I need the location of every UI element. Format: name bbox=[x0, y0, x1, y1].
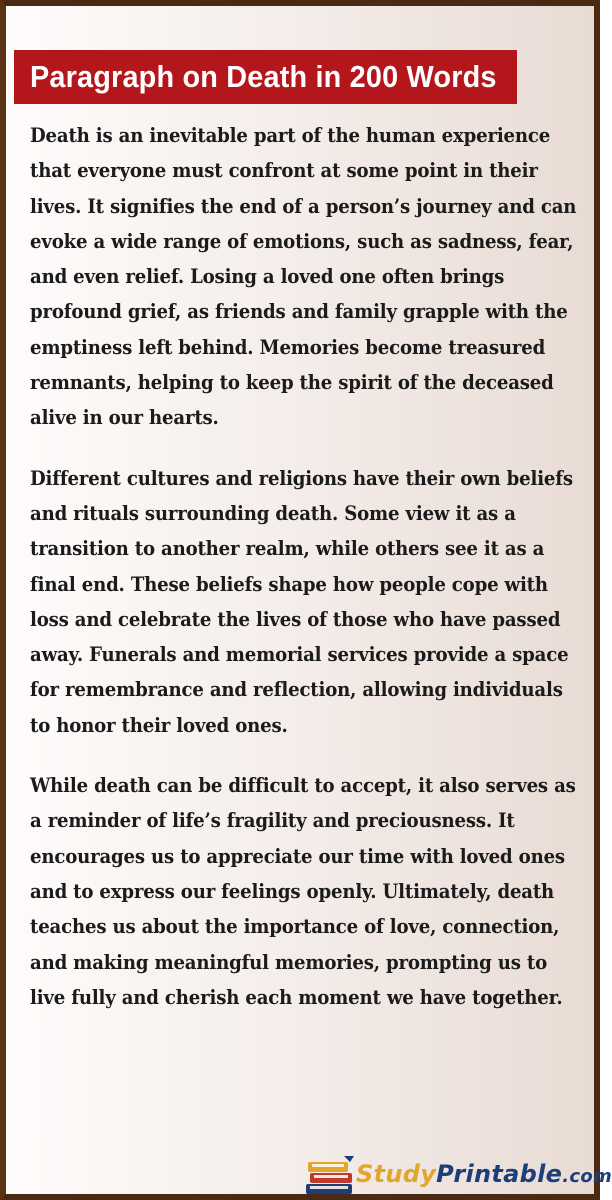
paragraph-3: While death can be difficult to accept, it also serves as a reminder of life’s fragility and preciousness. It encourages us to appreciate our time with loved ones and to express our feelings openly. Ultimately, death teaches us about the importance of love, connection, and making meaningful memories, prompting us to live fully and cherish each moment we have together. bbox=[30, 774, 576, 1009]
logo-wordmark bbox=[356, 1160, 612, 1188]
books-icon bbox=[304, 1154, 358, 1198]
studyprintable-logo[interactable] bbox=[300, 1152, 612, 1198]
page-title: Paragraph on Death in 200 Words bbox=[30, 59, 497, 94]
logo-word-com: .com bbox=[562, 1166, 612, 1187]
logo-word-study: Study bbox=[356, 1160, 437, 1188]
paragraph-2: Different cultures and religions have their own beliefs and rituals surrounding death. Some view it as a transition to another realm, while others see it as a final end. These beliefs shape how people cope with loss and celebrate the lives of those who have passed away. Funerals and memorial services provide a space for remembrance and reflection, allowing individuals to honor their loved ones. bbox=[30, 466, 573, 737]
paragraph-1: Death is an inevitable part of the human experience that everyone must confront at some point in their lives. It signifies the end of a person’s journey and can evoke a wide range of emotions, such as sadness, fear, and even relief. Losing a loved one often brings profound grief, as friends and family grapple with the emptiness left behind. Memories become treasured remnants, helping to keep the spirit of the deceased alive in our hearts. bbox=[30, 124, 577, 430]
article-body bbox=[30, 118, 575, 1040]
logo-word-printable: Printable bbox=[436, 1160, 563, 1188]
title-banner bbox=[14, 50, 517, 104]
